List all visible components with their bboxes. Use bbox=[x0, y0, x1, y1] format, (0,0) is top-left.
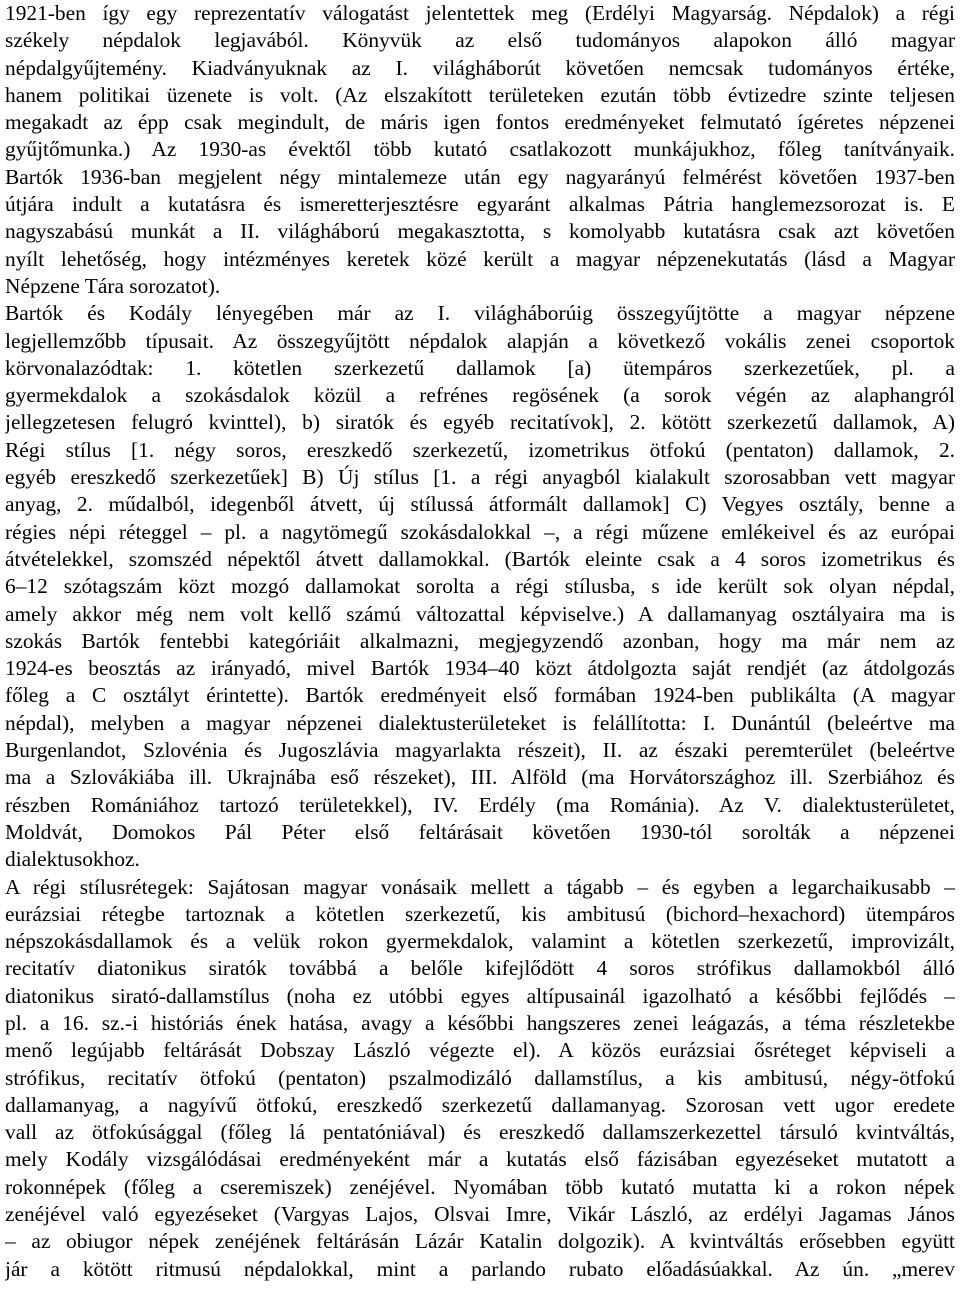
text-line: mely Kodály vizsgálódásai eredményeként már a kutatás első fázisában egyezéseket mutatott a bbox=[5, 1147, 955, 1172]
text-line: dallamanyag, a nagyívű ötfokú, ereszkedő szerkezetű dallamanyag. Szorosan vett ugor eredete bbox=[5, 1092, 955, 1117]
text-line: székely népdalok legjavából. Könyvük az első tudományos alapokon álló magyar bbox=[5, 28, 955, 53]
text-line: Bartók és Kodály lényegében már az I. világháborúig összegyűjtötte a magyar népzene bbox=[5, 301, 955, 326]
text-line: hanem politikai üzenete is volt. (Az elszakított területeken ezután több évtizedre szinte teljesen bbox=[5, 82, 955, 107]
text-line: Bartók 1936-ban megjelent négy mintalemeze után egy nagyarányú felmérést követően 1937-ben bbox=[5, 164, 955, 189]
text-line: 6–12 szótagszám közt mozgó dallamokat sorolta a régi stílusba, s ide került sok olyan népdal, bbox=[5, 574, 955, 599]
text-line: A régi stílusrétegek: Sajátosan magyar vonásaik mellett a tágabb – és egyben a legarchaikusabb – bbox=[5, 874, 955, 899]
text-line: jár a kötött ritmusú népdalokkal, mint a parlando rubato előadásúakkal. Az ún. „merev bbox=[5, 1256, 955, 1281]
text-line: Burgenlandot, Szlovénia és Jugoszlávia magyarlakta részeit), II. az északi peremterület (beleértve bbox=[5, 738, 955, 763]
text-line: népdal), melyben a magyar népzenei dialektusterületeket is felállította: I. Dunántúl (beleértve ma bbox=[5, 710, 955, 735]
text-line: recitatív diatonikus siratók továbbá a belőle kifejlődött 4 soros strófikus dallamokból álló bbox=[5, 956, 955, 981]
text-line: amely akkor még nem volt kellő számú változattal képviselve.) A dallamanyag osztályaira ma is bbox=[5, 601, 955, 626]
text-line: rokonnépek (főleg a cseremiszek) zenéjével. Nyomában több kutató mutatta ki a rokon népek bbox=[5, 1174, 955, 1199]
text-line: népdalgyűjtemény. Kiadványuknak az I. világháborút követően nemcsak tudományos értéke, bbox=[5, 55, 955, 80]
text-line: átvételekkel, szomszéd népektől átvett dallamokkal. (Bartók eleinte csak a 4 soros izometrikus és bbox=[5, 546, 955, 571]
text-line: népszokásdallamok és a velük rokon gyermekdalok, valamint a kötetlen szerkezetű, improvizált, bbox=[5, 929, 955, 954]
text-line: – az obiugor népek zenéjének feltárásán Lázár Katalin dolgozik). A kvintváltás erősebben együtt bbox=[5, 1229, 955, 1254]
text-line: nyílt lehetőség, hogy intézményes keretek közé került a magyar népzenekutatás (lásd a Magyar bbox=[5, 246, 955, 271]
text-line: körvonalazódtak: 1. kötetlen szerkezetű dallamok [a) ütempáros szerkezetűek, pl. a bbox=[5, 355, 955, 380]
text-line: útjára indult a kutatásra és ismeretterjesztésre egyaránt alkalmas Pátria hanglemezsorozat is. E bbox=[5, 192, 955, 217]
text-line: gyermekdalok a szokásdalok közül a refrénes regösének (a sorok végén az alaphangról bbox=[5, 383, 955, 408]
text-line: egyéb ereszkedő szerkezetűek] B) Új stílus [1. a régi anyagból kialakult szorosabban vett magyar bbox=[5, 465, 955, 490]
text-line: nagyszabású munkát a II. világháború megakasztotta, s komolyabb kutatásra csak azt követően bbox=[5, 219, 955, 244]
text-line: szokás Bartók fentebbi kategóriáit alkalmazni, megjegyzendő azonban, hogy ma már nem az bbox=[5, 628, 955, 653]
text-line: menő legújabb feltárását Dobszay László végezte el). A közös eurázsiai ősréteget képviseli a bbox=[5, 1038, 955, 1063]
text-line: ma a Szlovákiába ill. Ukrajnába eső részeket), III. Alföld (ma Horvátországhoz ill. Szerbiához és bbox=[5, 765, 955, 790]
text-line: gyűjtőmunka.) Az 1930-as évektől több kutató csatlakozott munkájukhoz, főleg tanítványaik. bbox=[5, 137, 955, 162]
text-line: legjellemzőbb típusait. Az összegyűjtött népdalok alapján a következő vokális zenei csoportok bbox=[5, 328, 955, 353]
text-line: 1924-es beosztás az irányadó, mivel Bartók 1934–40 közt átdolgozta saját rendjét (az átdolgozás bbox=[5, 656, 955, 681]
text-line: Népzene Tára sorozatot). bbox=[5, 273, 221, 298]
text-line: 1921-ben így egy reprezentatív válogatást jelentettek meg (Erdélyi Magyarság. Népdalok) a régi bbox=[5, 1, 955, 25]
text-line: pl. a 16. sz.-i históriás ének hatása, avagy a későbbi hangszeres zenei leágazás, a téma részletekbe bbox=[5, 1010, 955, 1035]
text-line: anyag, 2. műdalból, idegenből átvett, új stílussá átformált dallamok] C) Vegyes osztály, benne a bbox=[5, 492, 955, 517]
document-page bbox=[5, 0, 955, 1283]
text-line: strófikus, recitatív ötfokú (pentaton) pszalmodizáló dallamstílus, a kis ambitusú, négy-ötfokú bbox=[5, 1065, 955, 1090]
text-line: régies népi réteggel – pl. a nagytömegű szokásdalokkal –, a régi műzene emlékeivel és az európai bbox=[5, 519, 955, 544]
text-line: Moldvát, Domokos Pál Péter első feltárásait követően 1930-tól sorolták a népzenei bbox=[5, 819, 955, 844]
text-line: vall az ötfokúsággal (főleg lá pentatóniával) és ereszkedő dallamszerkezettel társuló kvintváltás, bbox=[5, 1120, 955, 1145]
text-line: zenéjével való egyezéseket (Vargyas Lajos, Olsvai Imre, Vikár László, az erdélyi Jagamas János bbox=[5, 1202, 955, 1227]
text-line: részben Romániához tartozó területekkel), IV. Erdély (ma Románia). Az V. dialektusterületet, bbox=[5, 792, 955, 817]
text-line: jellegzetesen felugró kvinttel), b) siratók és egyéb recitatívok], 2. kötött szerkezetű dallamok, A) bbox=[5, 410, 955, 435]
text-line: főleg a C osztályt érintette). Bartók eredményeit első formában 1924-ben publikálta (A magyar bbox=[5, 683, 955, 708]
text-line: Régi stílus [1. négy soros, ereszkedő szerkezetű, izometrikus ötfokú (pentaton) dallamok, 2. bbox=[5, 437, 955, 462]
text-line: dialektusokhoz. bbox=[5, 847, 140, 872]
text-line: megakadt az épp csak megindult, de máris igen fontos eredményeket felmutató ígéretes népzenei bbox=[5, 110, 955, 135]
text-line: eurázsiai rétegbe tartoznak a kötetlen szerkezetű, kis ambitusú (bichord–hexachord) ütempáros bbox=[5, 901, 955, 926]
text-line: diatonikus sirató-dallamstílus (noha ez utóbbi egyes altípusainál igazolható a későbbi fejlődés – bbox=[5, 983, 955, 1008]
